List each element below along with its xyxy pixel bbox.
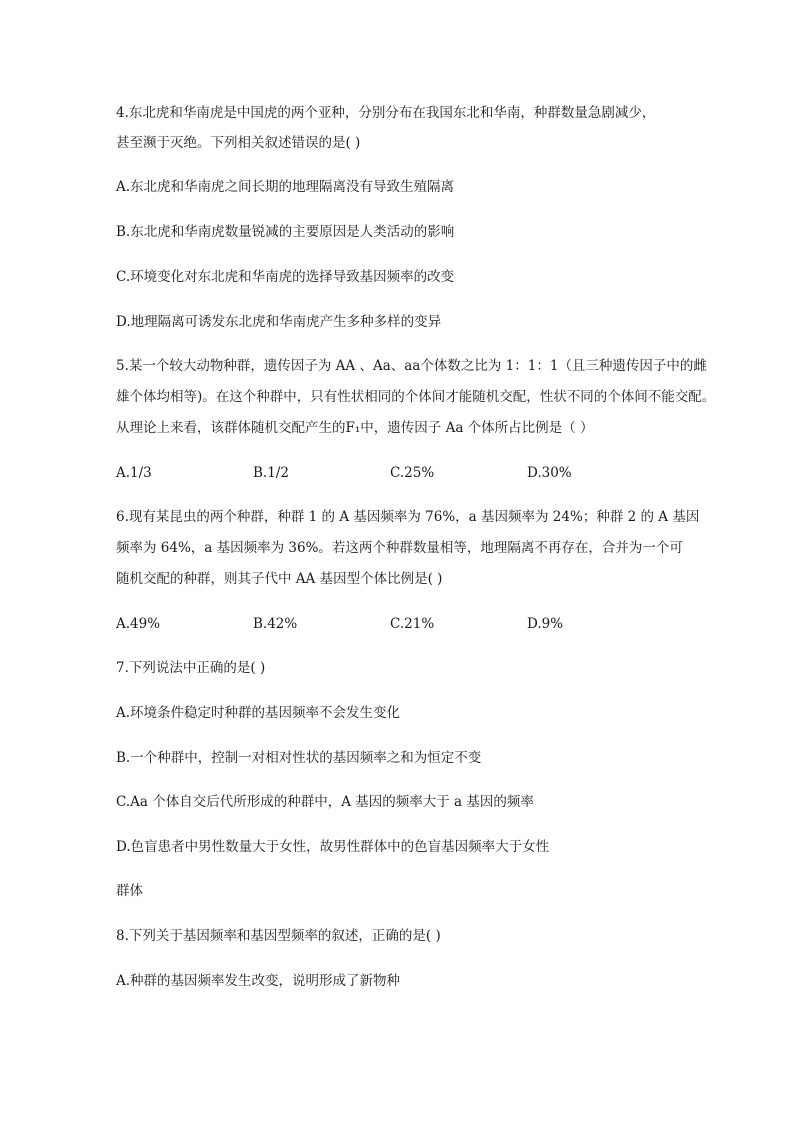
q4-option-b: B.东北虎和华南虎数量锐减的主要原因是人类活动的影响 xyxy=(116,224,455,240)
q6-option-a: A.49% xyxy=(116,616,161,632)
q6-stem-line3: 随机交配的种群，则其子代中 AA 基因型个体比例是( ) xyxy=(116,571,443,587)
q6-stem-line1: 6.现有某昆虫的两个种群，种群 1 的 A 基因频率为 76%，a 基因频率为 24%；种群 2 的 A 基因 xyxy=(116,509,700,525)
q4-stem-line2: 甚至濒于灭绝。下列相关叙述错误的是( ) xyxy=(116,135,361,151)
q5-stem-line2: 雄个体均相等)。在这个种群中，只有性状相同的个体间才能随机交配，性状不同的个体间不能交配。 xyxy=(116,389,716,405)
q7-option-a: A.环境条件稳定时种群的基因频率不会发生变化 xyxy=(116,705,401,721)
q8-stem: 8.下列关于基因频率和基因型频率的叙述，正确的是( ) xyxy=(116,928,441,944)
q5-option-d: D.30% xyxy=(527,465,572,481)
q7-option-d: D.色盲患者中男性数量大于女性，故男性群体中的色盲基因频率大于女性 xyxy=(116,839,550,855)
q7-option-b: B.一个种群中，控制一对相对性状的基因频率之和为恒定不变 xyxy=(116,750,482,766)
q4-option-d: D.地理隔离可诱发东北虎和华南虎产生多种多样的变异 xyxy=(116,314,442,330)
q8-option-a: A.种群的基因频率发生改变，说明形成了新物种 xyxy=(116,973,401,989)
q5-option-b: B.1/2 xyxy=(253,465,289,481)
q6-options-row xyxy=(116,614,676,634)
q4-option-c: C.环境变化对东北虎和华南虎的选择导致基因频率的改变 xyxy=(116,269,455,285)
q6-option-b: B.42% xyxy=(253,616,298,632)
q5-stem-line1: 5.某一个较大动物种群，遗传因子为 AA 、Aa、aa个体数之比为 1：1：1（且三种遗传因子中的雌 xyxy=(116,358,707,374)
q5-option-c: C.25% xyxy=(390,465,435,481)
q5-stem-line3: 从理论上来看，该群体随机交配产生的F₁中，遗传因子 Aa 个体所占比例是（ ） xyxy=(116,420,594,436)
q6-option-d: D.9% xyxy=(527,616,564,632)
q5-option-a: A.1/3 xyxy=(116,465,152,481)
q4-option-a: A.东北虎和华南虎之间长期的地理隔离没有导致生殖隔离 xyxy=(116,179,455,195)
q6-stem-line2: 频率为 64%，a 基因频率为 36%。若这两个种群数量相等，地理隔离不再存在，合并为一个可 xyxy=(116,540,683,556)
q7-option-c: C.Aa 个体自交后代所形成的种群中，A 基因的频率大于 a 基因的频率 xyxy=(116,794,534,810)
q4-stem-line1: 4.东北虎和华南虎是中国虎的两个亚种，分别分布在我国东北和华南，种群数量急剧减少， xyxy=(116,105,656,121)
q5-options-row xyxy=(116,463,676,483)
q6-option-c: C.21% xyxy=(390,616,435,632)
q7-stem: 7.下列说法中正确的是( ) xyxy=(116,660,266,676)
q7-option-d-continuation: 群体 xyxy=(116,883,143,899)
